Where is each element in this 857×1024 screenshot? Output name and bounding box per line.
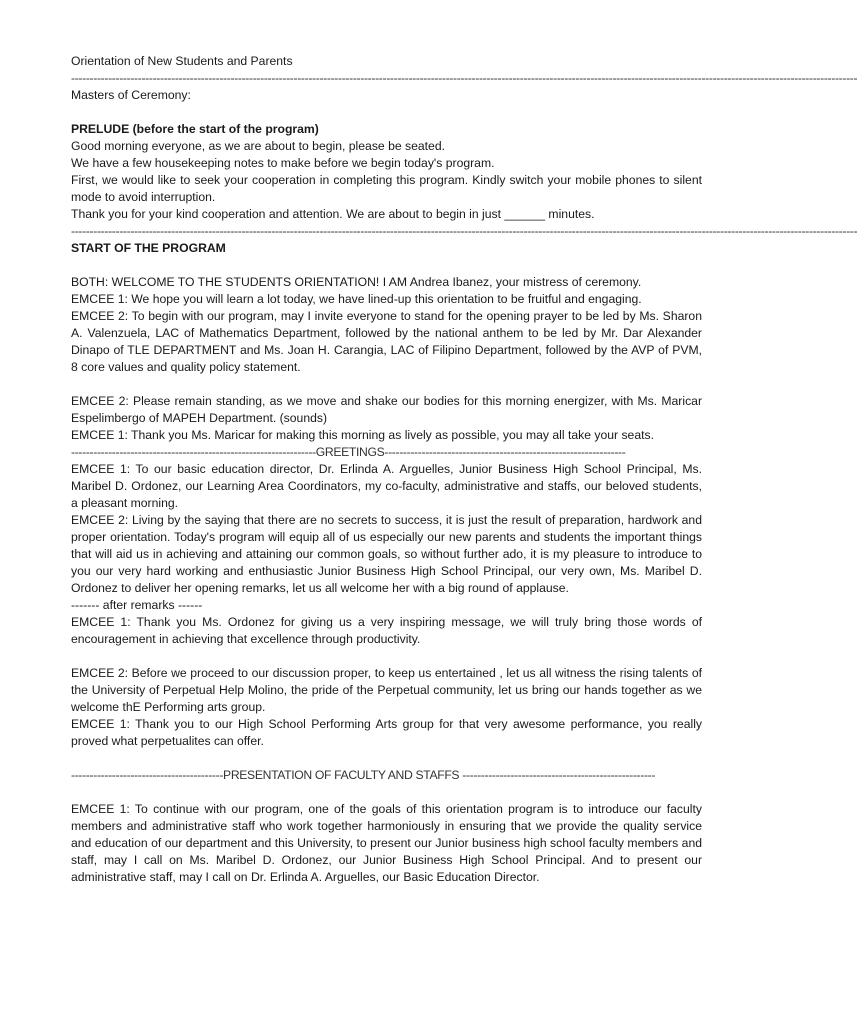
prelude-paragraph: Thank you for your kind cooperation and attention. We are about to begin in just ______ minutes. xyxy=(71,207,595,221)
script-line: EMCEE 1: Thank you to our High School Performing Arts group for that very awesome performance, you really proved what perpetualites can offer. xyxy=(71,717,702,748)
prelude-paragraph: Good morning everyone, as we are about to begin, please be seated. xyxy=(71,139,445,153)
prelude-heading: PRELUDE (before the start of the program) xyxy=(71,122,319,136)
prelude-paragraph: We have a few housekeeping notes to make before we begin today's program. xyxy=(71,156,495,170)
script-line: EMCEE 1: We hope you will learn a lot today, we have lined-up this orientation to be fruitful and engaging. xyxy=(71,292,642,306)
greetings-divider: ------------------------------------------------------------------GREETINGS----------------------------------------------------------------- xyxy=(71,445,626,459)
prelude-paragraph: First, we would like to seek your cooperation in completing this program. Kindly switch your mobile phones to silent mode to avoid interruption. xyxy=(71,173,702,204)
script-line: EMCEE 1: Thank you Ms. Ordonez for giving us a very inspiring message, we will truly bring those words of encouragement in achieving that excellence through productivity. xyxy=(71,615,702,646)
script-line: EMCEE 1: To our basic education director, Dr. Erlinda A. Arguelles, Junior Business High School Principal, Ms. Maribel D. Ordonez, our Learning Area Coordinators, my co-faculty, administrative and staffs, our beloved students, a pleasant morning. xyxy=(71,462,702,510)
script-line: EMCEE 1: To continue with our program, one of the goals of this orientation program is to introduce our faculty members and administrative staff who work together harmoniously in ensuring that we provide the quality service and education of our department and this University, to present our Junior business high school faculty members and staff, may I call on Ms. Maribel D. Ordonez, our Junior Business High School Principal. And to present our administrative staff, may I call on Dr. Erlinda A. Arguelles, our Basic Education Director. xyxy=(71,802,702,884)
spacer xyxy=(71,257,702,274)
document-title: Orientation of New Students and Parents xyxy=(71,54,293,68)
script-line: EMCEE 2: Before we proceed to our discussion proper, to keep us entertained , let us all witness the rising talents of the University of Perpetual Help Molino, the pride of the Perpetual community, let us bring our hands together as we welcome thE Performing arts group. xyxy=(71,666,702,714)
program-heading: START OF THE PROGRAM xyxy=(71,241,226,255)
spacer xyxy=(71,376,702,393)
spacer xyxy=(71,750,702,767)
script-line: EMCEE 2: To begin with our program, may I invite everyone to stand for the opening prayer to be led by Ms. Sharon A. Valenzuela, LAC of Mathematics Department, followed by the national anthem to be led by Mr. Dar Alexander Dinapo of TLE DEPARTMENT and Ms. Joan H. Carangia, LAC of Filipino Department, followed by the AVP of PVM, 8 core values and quality policy statement. xyxy=(71,309,702,374)
divider-rule: -------------------------------------------------------------------------------------------------------------------------------------------------------------------------------------------------------------------- xyxy=(71,224,857,238)
script-line: EMCEE 1: Thank you Ms. Maricar for making this morning as lively as possible, you may all take your seats. xyxy=(71,428,654,442)
script-line: EMCEE 2: Please remain standing, as we move and shake our bodies for this morning energizer, with Ms. Maricar Espelimbergo of MAPEH Department. (sounds) xyxy=(71,394,702,425)
script-line: BOTH: WELCOME TO THE STUDENTS ORIENTATION! I AM Andrea Ibanez, your mistress of ceremony. xyxy=(71,275,642,289)
script-line: EMCEE 2: Living by the saying that there are no secrets to success, it is just the result of preparation, hardwork and proper orientation. Today's program will equip all of us especially our new parents and students the important things that will aid us in achieving and attaining our common goals, so without further ado, it is my pleasure to introduce to you our very hard working and enthusiastic Junior Business High School Principal, our very own, Ms. Maribel D. Ordonez to deliver her opening remarks, let us all welcome her with a big round of applause. xyxy=(71,513,702,595)
spacer xyxy=(71,104,702,121)
masters-of-ceremony-label: Masters of Ceremony: xyxy=(71,88,191,102)
faculty-divider: -----------------------------------------PRESENTATION OF FACULTY AND STAFFS ---------------------------------------------------- xyxy=(71,768,656,782)
spacer xyxy=(71,648,702,665)
divider-rule: -------------------------------------------------------------------------------------------------------------------------------------------------------------------------------------------------------------------- xyxy=(71,71,857,85)
after-remarks-note: ------- after remarks ------ xyxy=(71,598,203,612)
spacer xyxy=(71,784,702,801)
